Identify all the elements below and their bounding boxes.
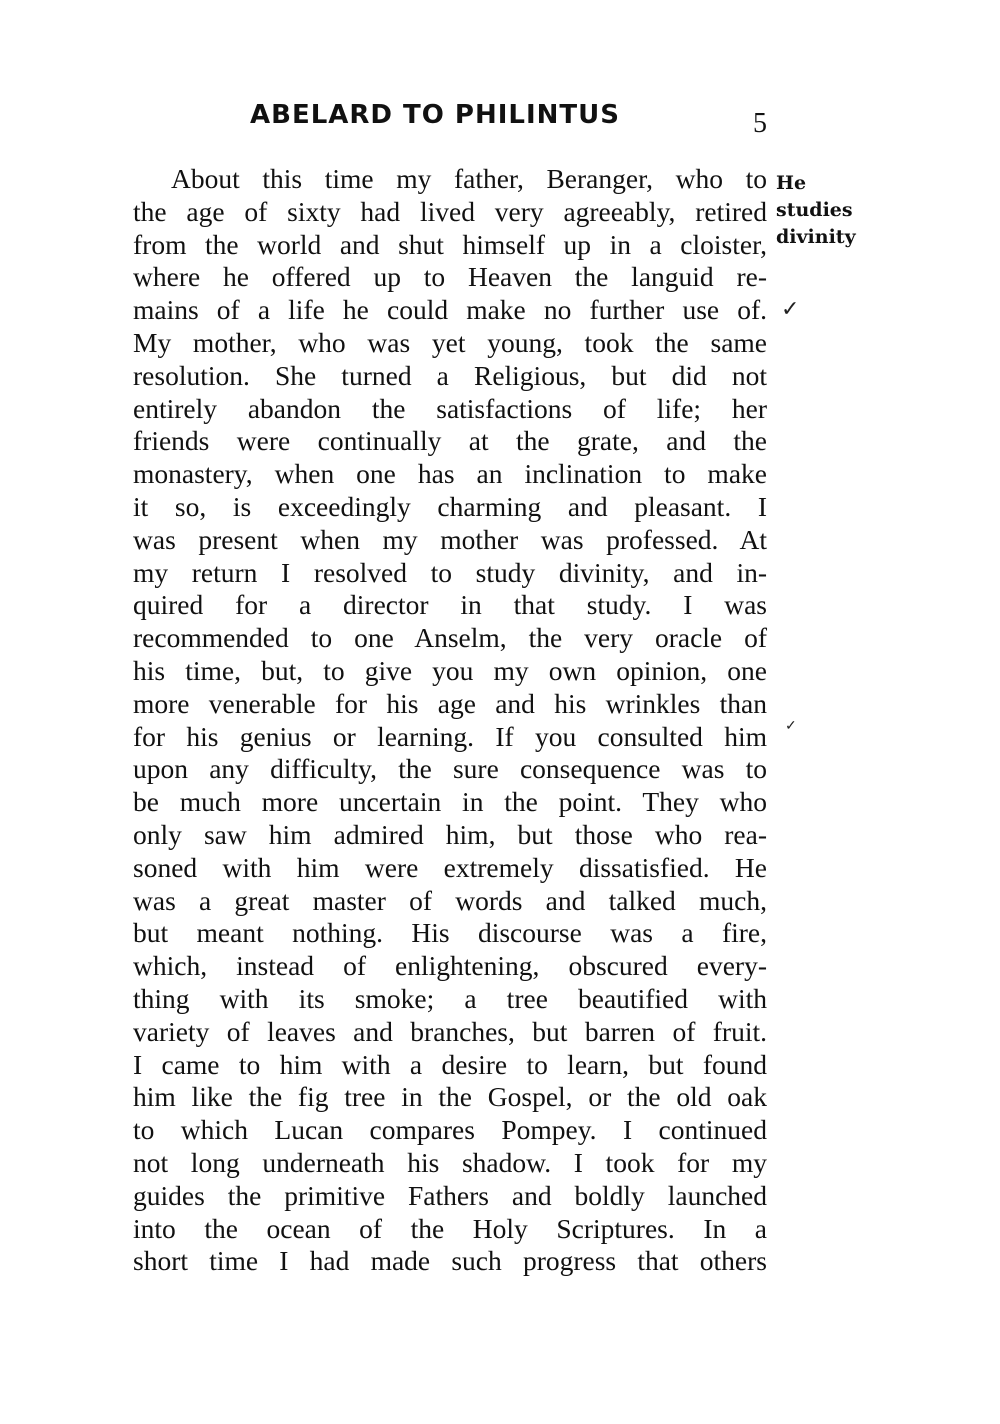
body-text (133, 163, 767, 1278)
text-line: quired for a director in that study. I was (133, 589, 767, 621)
text-line: to which Lucan compares Pompey. I continued (133, 1114, 767, 1146)
page-number: 5 (753, 108, 767, 139)
text-line: him like the fig tree in the Gospel, or the old oak (133, 1081, 767, 1113)
text-line: upon any difficulty, the sure consequence was to (133, 753, 767, 785)
text-line: but meant nothing. His discourse was a fire, (133, 917, 767, 949)
margin-note (776, 170, 856, 251)
text-line: where he offered up to Heaven the languid re- (133, 261, 767, 293)
text-line: from the world and shut himself up in a cloister, (133, 228, 767, 260)
text-line: mains of a life he could make no further use of. (133, 294, 767, 326)
margin-note-line: studies (776, 199, 853, 221)
text-line: resolution. She turned a Religious, but did not (133, 359, 767, 391)
text-line: My mother, who was yet young, took the same (133, 326, 767, 358)
running-header: ABELARD TO PHILINTUS (250, 100, 620, 130)
text-line: variety of leaves and branches, but barren of fruit. (133, 1015, 767, 1047)
text-line: not long underneath his shadow. I took for my (133, 1146, 767, 1178)
text-line: soned with him were extremely dissatisfied. He (133, 851, 767, 883)
text-line: which, instead of enlightening, obscured every- (133, 950, 767, 982)
check-mark-icon: ✓ (781, 296, 800, 321)
text-line: was a great master of words and talked much, (133, 884, 767, 916)
text-line: the age of sixty had lived very agreeably, retired (133, 195, 767, 227)
text-line: guides the primitive Fathers and boldly launched (133, 1179, 767, 1211)
text-line: my return I resolved to study divinity, and in- (133, 556, 767, 588)
check-mark-icon: ✓ (785, 719, 797, 734)
text-line: About this time my father, Beranger, who to (171, 163, 767, 194)
text-line: into the ocean of the Holy Scriptures. In a (133, 1212, 767, 1244)
text-line: more venerable for his age and his wrinkles than (133, 687, 767, 719)
text-line: only saw him admired him, but those who rea- (133, 818, 767, 850)
text-line: I came to him with a desire to learn, but found (133, 1048, 767, 1080)
text-line: recommended to one Anselm, the very oracle of (133, 622, 767, 654)
text-line: thing with its smoke; a tree beautified with (133, 982, 767, 1014)
text-line: friends were continually at the grate, and the (133, 425, 767, 457)
text-line: for his genius or learning. If you consulted him (133, 720, 767, 752)
margin-note-line: He (776, 172, 807, 194)
text-line: be much more uncertain in the point. They who (133, 786, 767, 818)
margin-note-line: divinity (776, 226, 856, 248)
text-line: short time I had made such progress that others (133, 1245, 767, 1277)
text-line: his time, but, to give you my own opinion, one (133, 654, 767, 686)
text-line: was present when my mother was professed. At (133, 523, 767, 555)
text-line: it so, is exceedingly charming and pleasant. I (133, 490, 767, 522)
text-line: entirely abandon the satisfactions of life; her (133, 392, 767, 424)
text-line: monastery, when one has an inclination to make (133, 458, 767, 490)
